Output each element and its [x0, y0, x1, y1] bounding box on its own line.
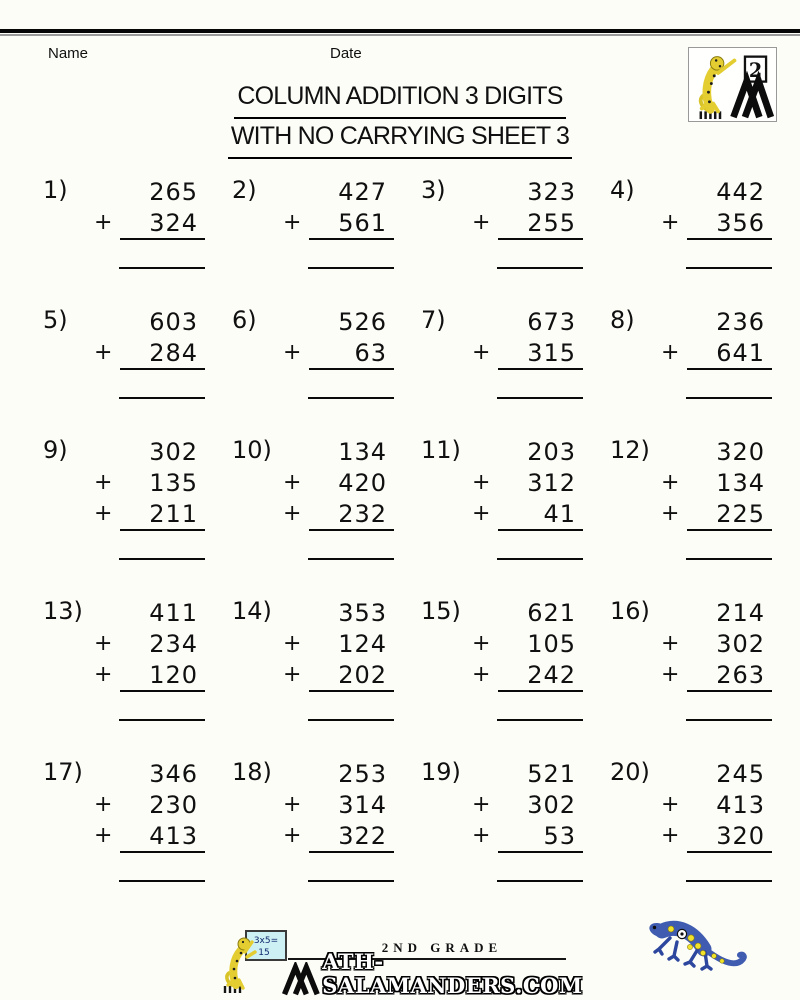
problem-number-stack — [93, 170, 205, 269]
top-divider-thin-line — [0, 34, 800, 36]
plus-operator: + — [661, 792, 680, 817]
addend-value: 320 — [687, 822, 772, 853]
addend-row — [282, 820, 394, 851]
addend-value: 346 — [149, 759, 198, 788]
addend-row — [471, 789, 583, 820]
plus-operator: + — [94, 823, 113, 848]
addend-value: 253 — [338, 759, 387, 788]
plus-operator: + — [472, 501, 491, 526]
problems-grid — [38, 170, 794, 913]
blue-salamander-icon — [646, 918, 750, 976]
addend-value: 411 — [149, 598, 198, 627]
answer-blank-line — [119, 719, 205, 721]
sign-text-line2: 15 — [258, 948, 270, 958]
addend-row — [471, 207, 583, 238]
answer-blank-line — [308, 267, 394, 269]
problem-number-stack — [660, 170, 772, 269]
addend-value: 603 — [149, 307, 198, 336]
addend-row — [93, 176, 205, 207]
addend-row — [93, 758, 205, 789]
problem-number: 7) — [421, 306, 446, 334]
addend-row — [660, 176, 772, 207]
addition-problem — [605, 430, 794, 591]
name-label: Name — [48, 45, 89, 62]
answer-blank-line — [119, 558, 205, 560]
addition-problem — [227, 300, 416, 430]
answer-blank-line — [308, 719, 394, 721]
addend-value: 673 — [527, 307, 576, 336]
addend-row — [660, 436, 772, 467]
addition-problem — [38, 591, 227, 752]
answer-blank-line — [497, 558, 583, 560]
addend-row — [660, 789, 772, 820]
addend-value: 442 — [716, 177, 765, 206]
addend-row — [282, 659, 394, 690]
addend-value: 641 — [687, 339, 772, 370]
plus-operator: + — [283, 340, 302, 365]
problem-number-stack — [471, 752, 583, 882]
addend-row — [471, 306, 583, 337]
addend-row — [660, 467, 772, 498]
plus-operator: + — [94, 210, 113, 235]
addend-row — [93, 467, 205, 498]
problem-number-stack — [660, 752, 772, 882]
plus-operator: + — [661, 210, 680, 235]
problem-number: 14) — [232, 597, 272, 625]
problem-number-stack — [93, 591, 205, 721]
addend-row — [660, 337, 772, 368]
problem-number-stack — [660, 430, 772, 560]
addend-row — [93, 337, 205, 368]
problem-number: 13) — [43, 597, 83, 625]
problem-number-stack — [93, 300, 205, 399]
addend-value: 356 — [687, 209, 772, 240]
addend-row — [660, 820, 772, 851]
answer-blank-line — [119, 267, 205, 269]
addition-problem — [227, 752, 416, 913]
problem-number: 18) — [232, 758, 272, 786]
answer-blank-line — [686, 719, 772, 721]
problem-number: 8) — [610, 306, 635, 334]
problem-number-stack — [471, 300, 583, 399]
plus-operator: + — [472, 631, 491, 656]
addition-problem — [605, 300, 794, 430]
addend-value: 302 — [527, 790, 576, 819]
addend-row — [660, 207, 772, 238]
problem-number-stack — [282, 300, 394, 399]
addend-value: 203 — [527, 437, 576, 466]
addend-row — [660, 597, 772, 628]
addend-value: 320 — [716, 437, 765, 466]
plus-operator: + — [94, 470, 113, 495]
addend-value: 255 — [498, 209, 583, 240]
problem-number: 15) — [421, 597, 461, 625]
addition-problem — [38, 752, 227, 913]
addend-row — [93, 597, 205, 628]
addend-value: 214 — [716, 598, 765, 627]
problem-number: 2) — [232, 176, 257, 204]
addend-value: 323 — [527, 177, 576, 206]
sign-text-line1: 3x5= — [253, 936, 279, 946]
plus-operator: + — [472, 662, 491, 687]
addend-row — [471, 820, 583, 851]
problem-number-stack — [471, 430, 583, 560]
problem-number: 11) — [421, 436, 461, 464]
worksheet-title — [0, 79, 800, 159]
addend-value: 232 — [309, 500, 394, 531]
plus-operator: + — [283, 823, 302, 848]
plus-operator: + — [283, 792, 302, 817]
addend-row — [471, 337, 583, 368]
addend-value: 230 — [149, 790, 198, 819]
addend-value: 302 — [716, 629, 765, 658]
addition-problem — [416, 752, 605, 913]
addend-row — [282, 758, 394, 789]
plus-operator: + — [283, 662, 302, 687]
problem-number-stack — [282, 430, 394, 560]
plus-operator: + — [472, 823, 491, 848]
answer-blank-line — [686, 880, 772, 882]
plus-operator: + — [472, 340, 491, 365]
addend-value: 63 — [309, 339, 394, 370]
addend-value: 124 — [338, 629, 387, 658]
addend-value: 245 — [716, 759, 765, 788]
addend-row — [471, 597, 583, 628]
top-divider-thick-line — [0, 29, 800, 33]
addition-problem — [38, 170, 227, 300]
addend-value: 134 — [338, 437, 387, 466]
addend-value: 413 — [120, 822, 205, 853]
addend-row — [471, 176, 583, 207]
site-name — [282, 950, 592, 998]
problem-number: 3) — [421, 176, 446, 204]
addend-value: 526 — [338, 307, 387, 336]
plus-operator: + — [94, 792, 113, 817]
addition-problem — [227, 591, 416, 752]
addend-row — [282, 498, 394, 529]
plus-operator: + — [661, 631, 680, 656]
answer-blank-line — [497, 719, 583, 721]
addition-problem — [227, 430, 416, 591]
footer — [0, 918, 800, 1000]
plus-operator: + — [94, 631, 113, 656]
addend-row — [282, 597, 394, 628]
answer-blank-line — [308, 397, 394, 399]
plus-operator: + — [94, 662, 113, 687]
problem-number-stack — [282, 752, 394, 882]
addition-problem — [38, 300, 227, 430]
addend-row — [660, 306, 772, 337]
addend-value: 427 — [338, 177, 387, 206]
problem-number-stack — [471, 591, 583, 721]
addend-row — [93, 306, 205, 337]
addition-problem — [605, 170, 794, 300]
problem-number-stack — [471, 170, 583, 269]
addend-value: 312 — [527, 468, 576, 497]
problem-number: 4) — [610, 176, 635, 204]
grade-text: 2ND GRADE — [381, 940, 503, 955]
plus-operator: + — [283, 501, 302, 526]
problem-number-stack — [282, 591, 394, 721]
addend-value: 53 — [498, 822, 583, 853]
addend-value: 41 — [498, 500, 583, 531]
addend-row — [660, 659, 772, 690]
plus-operator: + — [661, 340, 680, 365]
site-name-text: ATH-SALAMANDERS.COM — [322, 949, 583, 998]
addend-row — [282, 176, 394, 207]
answer-blank-line — [497, 267, 583, 269]
grade-number: 2 — [748, 58, 763, 82]
plus-operator: + — [472, 470, 491, 495]
addend-value: 265 — [149, 177, 198, 206]
addend-value: 225 — [687, 500, 772, 531]
addition-problem — [605, 752, 794, 913]
answer-blank-line — [497, 880, 583, 882]
problem-number-stack — [93, 430, 205, 560]
problem-number-stack — [93, 752, 205, 882]
answer-blank-line — [686, 267, 772, 269]
problem-number: 19) — [421, 758, 461, 786]
problem-number: 17) — [43, 758, 83, 786]
addend-value: 202 — [309, 661, 394, 692]
answer-blank-line — [686, 558, 772, 560]
answer-blank-line — [308, 880, 394, 882]
addition-problem — [416, 430, 605, 591]
addend-value: 135 — [149, 468, 198, 497]
addend-row — [93, 498, 205, 529]
yellow-salamander-icon — [227, 938, 255, 988]
addend-row — [282, 306, 394, 337]
addend-value: 284 — [120, 339, 205, 370]
addend-value: 353 — [338, 598, 387, 627]
addend-row — [471, 659, 583, 690]
plus-operator: + — [283, 470, 302, 495]
plus-operator: + — [94, 340, 113, 365]
addend-value: 211 — [120, 500, 205, 531]
answer-blank-line — [686, 397, 772, 399]
problem-number: 9) — [43, 436, 68, 464]
addend-value: 234 — [149, 629, 198, 658]
addition-problem — [227, 170, 416, 300]
addition-problem — [416, 170, 605, 300]
addend-value: 324 — [120, 209, 205, 240]
math-salamanders-footer-logo — [222, 924, 592, 1000]
problem-number: 10) — [232, 436, 272, 464]
plus-operator: + — [661, 823, 680, 848]
addend-value: 561 — [309, 209, 394, 240]
addend-value: 263 — [687, 661, 772, 692]
addend-row — [93, 659, 205, 690]
problem-number: 12) — [610, 436, 650, 464]
worksheet-title-line2: WITH NO CARRYING SHEET 3 — [228, 119, 572, 159]
plus-operator: + — [472, 210, 491, 235]
addend-value: 314 — [338, 790, 387, 819]
addend-row — [93, 207, 205, 238]
addition-problem — [416, 591, 605, 752]
answer-blank-line — [308, 558, 394, 560]
problem-number: 16) — [610, 597, 650, 625]
addition-problem — [38, 430, 227, 591]
addend-value: 105 — [527, 629, 576, 658]
addend-value: 242 — [498, 661, 583, 692]
problem-number: 20) — [610, 758, 650, 786]
addend-row — [282, 467, 394, 498]
problem-number: 1) — [43, 176, 68, 204]
problem-number-stack — [282, 170, 394, 269]
footer-salamander-icon — [222, 930, 290, 994]
answer-blank-line — [119, 397, 205, 399]
addend-value: 134 — [716, 468, 765, 497]
problem-number: 6) — [232, 306, 257, 334]
addend-row — [282, 337, 394, 368]
addition-problem — [416, 300, 605, 430]
addend-row — [282, 207, 394, 238]
plus-operator: + — [661, 470, 680, 495]
addend-row — [93, 789, 205, 820]
addend-row — [93, 628, 205, 659]
addend-row — [471, 498, 583, 529]
addend-row — [282, 789, 394, 820]
worksheet-title-line1: COLUMN ADDITION 3 DIGITS — [234, 79, 565, 119]
addend-row — [471, 467, 583, 498]
plus-operator: + — [283, 631, 302, 656]
m-letter-icon — [282, 962, 322, 998]
top-divider — [0, 29, 800, 36]
addend-value: 413 — [716, 790, 765, 819]
addend-value: 236 — [716, 307, 765, 336]
answer-blank-line — [119, 880, 205, 882]
problem-number-stack — [660, 300, 772, 399]
addend-row — [93, 820, 205, 851]
problem-number: 5) — [43, 306, 68, 334]
addend-row — [93, 436, 205, 467]
addend-row — [282, 436, 394, 467]
plus-operator: + — [283, 210, 302, 235]
addend-row — [660, 498, 772, 529]
problem-number-stack — [660, 591, 772, 721]
addend-row — [471, 758, 583, 789]
plus-operator: + — [661, 662, 680, 687]
addend-value: 315 — [498, 339, 583, 370]
addend-row — [660, 628, 772, 659]
addend-row — [471, 436, 583, 467]
date-label: Date — [330, 45, 362, 62]
addend-value: 420 — [338, 468, 387, 497]
addend-row — [471, 628, 583, 659]
addend-row — [282, 628, 394, 659]
plus-operator: + — [94, 501, 113, 526]
addend-value: 621 — [527, 598, 576, 627]
addend-value: 302 — [149, 437, 198, 466]
addend-row — [660, 758, 772, 789]
addend-value: 521 — [527, 759, 576, 788]
plus-operator: + — [472, 792, 491, 817]
addend-value: 322 — [309, 822, 394, 853]
answer-blank-line — [497, 397, 583, 399]
addition-problem — [605, 591, 794, 752]
plus-operator: + — [661, 501, 680, 526]
addend-value: 120 — [120, 661, 205, 692]
